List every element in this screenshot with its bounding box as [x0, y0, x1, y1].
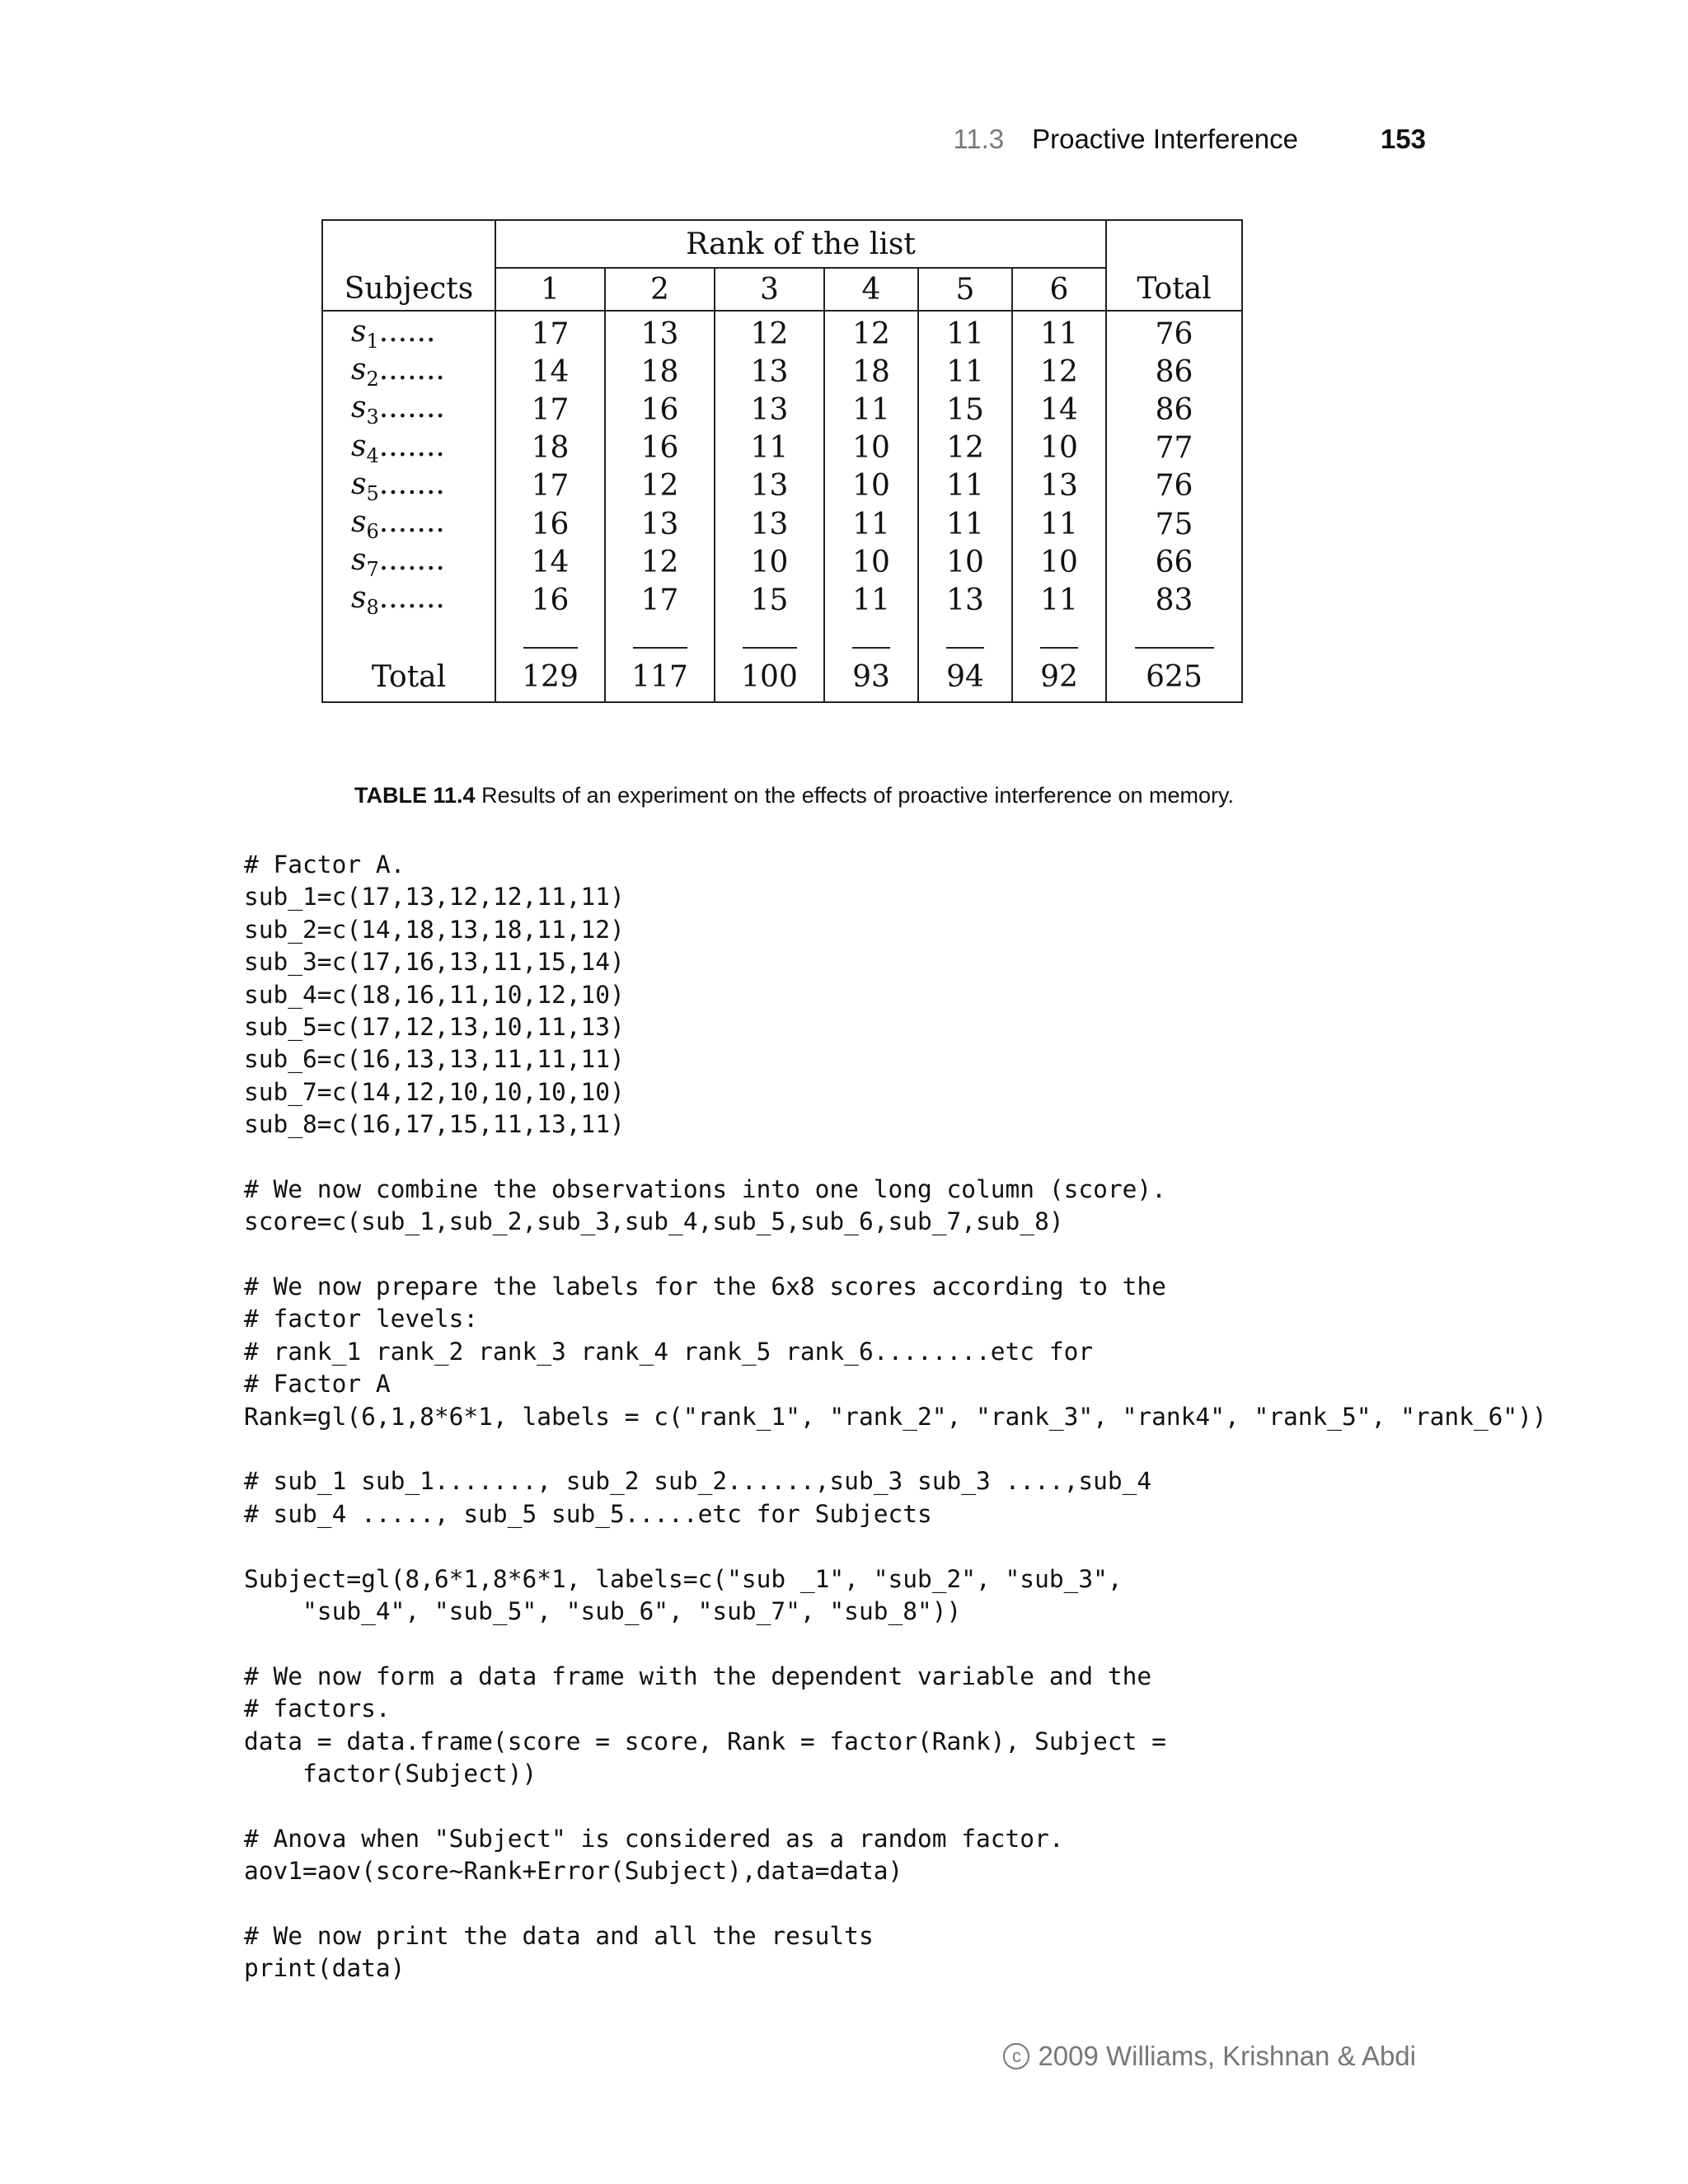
code-line: score=c(sub_1,sub_2,sub_3,sub_4,sub_5,sub_6,sub_7,sub_8)	[244, 1207, 1064, 1236]
score-cell: 11	[715, 429, 824, 467]
code-line	[244, 1433, 1547, 1465]
score-cell: 10	[715, 543, 824, 581]
subject-letter: s	[351, 504, 367, 539]
code-line: sub_7=c(14,12,10,10,10,10)	[244, 1077, 625, 1106]
code-line: # factor levels:	[244, 1305, 479, 1333]
copyright-icon: c	[1003, 2043, 1029, 2069]
subject-letter: s	[351, 353, 367, 387]
score-cell: 18	[605, 353, 715, 391]
subject-label	[322, 505, 495, 543]
subject-label	[322, 311, 495, 353]
score-cell: 12	[824, 311, 918, 353]
score-cell: 13	[715, 467, 824, 505]
score-cell: 10	[824, 429, 918, 467]
code-line: # Factor A.	[244, 851, 406, 879]
page-number: 153	[1380, 124, 1426, 154]
subject-label	[322, 391, 495, 429]
results-table-container	[321, 219, 1243, 703]
score-cell: 10	[918, 543, 1012, 581]
row-total-cell: 66	[1106, 543, 1242, 581]
subject-letter: s	[351, 315, 367, 349]
sum-rule	[852, 647, 890, 649]
subject-leader-dots: .......	[378, 466, 445, 501]
code-line: sub_3=c(17,16,13,11,15,14)	[244, 948, 625, 977]
code-line: sub_6=c(16,13,13,11,11,11)	[244, 1045, 625, 1074]
subject-label	[322, 581, 495, 619]
score-cell: 11	[1012, 311, 1106, 353]
sum-rule	[1135, 647, 1214, 649]
section-title: Proactive Interference	[1032, 124, 1298, 154]
subject-letter: s	[351, 543, 367, 578]
table-row	[322, 543, 1242, 581]
row-total-cell: 75	[1106, 505, 1242, 543]
subject-leader-dots: .......	[378, 391, 445, 425]
subject-index: 3	[366, 405, 379, 429]
table-row	[322, 353, 1242, 391]
score-cell: 10	[1012, 429, 1106, 467]
table-sum-separator-row	[322, 620, 1242, 654]
code-line	[244, 1790, 1547, 1822]
table-column-header-row	[322, 268, 1242, 311]
score-cell: 11	[824, 391, 918, 429]
code-line	[244, 1141, 1547, 1174]
score-cell: 12	[605, 467, 715, 505]
section-number: 11.3	[953, 124, 1005, 154]
row-total-cell: 76	[1106, 311, 1242, 353]
subject-label	[322, 429, 495, 467]
code-line: # rank_1 rank_2 rank_3 rank_4 rank_5 rank_6........etc for	[244, 1337, 1094, 1366]
score-cell: 10	[824, 543, 918, 581]
row-total-cell: 83	[1106, 581, 1242, 619]
table-row	[322, 505, 1242, 543]
subject-leader-dots: .......	[378, 429, 445, 463]
subject-index: 5	[366, 481, 379, 505]
sum-rule	[946, 647, 984, 649]
score-cell: 15	[715, 581, 824, 619]
r-code-listing	[244, 849, 1547, 1985]
table-group-header-row	[322, 220, 1242, 268]
score-cell: 12	[918, 429, 1012, 467]
table-row	[322, 581, 1242, 619]
subject-label	[322, 353, 495, 391]
score-cell: 13	[918, 581, 1012, 619]
column-total: 100	[715, 654, 824, 702]
sum-rule	[743, 647, 797, 649]
code-line: # Factor A	[244, 1370, 391, 1399]
subject-index: 2	[366, 368, 379, 391]
subject-leader-dots: ......	[378, 315, 436, 349]
score-cell: 18	[495, 429, 605, 467]
copyright-text: 2009 Williams, Krishnan & Abdi	[1038, 2041, 1416, 2071]
code-line: # We now print the data and all the results	[244, 1921, 874, 1950]
sum-rule	[523, 647, 578, 649]
score-cell: 14	[495, 543, 605, 581]
table-body	[322, 311, 1242, 620]
score-cell: 14	[1012, 391, 1106, 429]
score-cell: 13	[605, 311, 715, 353]
subject-letter: s	[351, 466, 367, 501]
table-total-row	[322, 654, 1242, 702]
score-cell: 17	[495, 391, 605, 429]
table-caption	[354, 783, 1234, 808]
subject-index: 6	[366, 520, 379, 544]
column-total: 94	[918, 654, 1012, 702]
rank-header: 1	[495, 268, 605, 311]
caption-label: TABLE 11.4	[354, 783, 476, 808]
score-cell: 13	[715, 505, 824, 543]
column-total: 92	[1012, 654, 1106, 702]
score-cell: 11	[918, 353, 1012, 391]
score-cell: 11	[1012, 505, 1106, 543]
row-total-cell: 76	[1106, 467, 1242, 505]
code-line: sub_1=c(17,13,12,12,11,11)	[244, 883, 625, 912]
score-cell: 11	[918, 467, 1012, 505]
row-total-cell: 86	[1106, 353, 1242, 391]
score-cell: 14	[495, 353, 605, 391]
score-cell: 16	[495, 505, 605, 543]
code-line	[244, 1888, 1547, 1920]
code-line: # We now form a data frame with the dependent variable and the	[244, 1661, 1152, 1690]
score-cell: 17	[495, 311, 605, 353]
subject-label	[322, 467, 495, 505]
code-line: "sub_4", "sub_5", "sub_6", "sub_7", "sub_8"))	[244, 1596, 962, 1625]
sum-rule	[633, 647, 687, 649]
code-line: factor(Subject))	[244, 1759, 537, 1788]
code-line: aov1=aov(score~Rank+Error(Subject),data=data)	[244, 1857, 903, 1886]
score-cell: 16	[495, 581, 605, 619]
results-table	[321, 219, 1243, 703]
code-line: sub_2=c(14,18,13,18,11,12)	[244, 915, 625, 944]
column-total: 93	[824, 654, 918, 702]
subject-index: 4	[366, 443, 379, 467]
running-header	[953, 124, 1426, 155]
rank-header: 2	[605, 268, 715, 311]
subject-leader-dots: .......	[378, 504, 445, 539]
column-total: 129	[495, 654, 605, 702]
score-cell: 17	[605, 581, 715, 619]
rank-group-header: Rank of the list	[495, 220, 1106, 268]
score-cell: 10	[1012, 543, 1106, 581]
code-line	[244, 1530, 1547, 1563]
score-cell: 11	[824, 581, 918, 619]
score-cell: 11	[824, 505, 918, 543]
code-line: Subject=gl(8,6*1,8*6*1, labels=c("sub _1", "sub_2", "sub_3",	[244, 1564, 1123, 1593]
row-total-cell: 86	[1106, 391, 1242, 429]
subject-index: 7	[366, 558, 379, 582]
sum-rule	[1040, 647, 1078, 649]
subject-leader-dots: .......	[378, 543, 445, 578]
row-total-cell: 77	[1106, 429, 1242, 467]
subject-letter: s	[351, 581, 367, 616]
total-row-label: Total	[322, 654, 495, 702]
score-cell: 16	[605, 429, 715, 467]
score-cell: 15	[918, 391, 1012, 429]
score-cell: 11	[918, 311, 1012, 353]
code-line: sub_8=c(16,17,15,11,13,11)	[244, 1110, 625, 1139]
subject-letter: s	[351, 429, 367, 463]
score-cell: 12	[715, 311, 824, 353]
caption-text: Results of an experiment on the effects of proactive interference on memory.	[481, 783, 1235, 808]
grand-total: 625	[1106, 654, 1242, 702]
subject-index: 8	[366, 596, 379, 620]
score-cell: 10	[824, 467, 918, 505]
code-line	[244, 1239, 1547, 1271]
subject-index: 1	[366, 330, 379, 354]
rank-header: 6	[1012, 268, 1106, 311]
score-cell: 12	[605, 543, 715, 581]
score-cell: 11	[1012, 581, 1106, 619]
subject-label	[322, 543, 495, 581]
score-cell: 13	[715, 353, 824, 391]
code-line: # Anova when "Subject" is considered as a random factor.	[244, 1824, 1064, 1853]
score-cell: 13	[605, 505, 715, 543]
subject-leader-dots: .......	[378, 581, 445, 616]
rank-header: 3	[715, 268, 824, 311]
score-cell: 13	[715, 391, 824, 429]
score-cell: 16	[605, 391, 715, 429]
rank-header: 4	[824, 268, 918, 311]
code-line: sub_4=c(18,16,11,10,12,10)	[244, 980, 625, 1009]
code-line: sub_5=c(17,12,13,10,11,13)	[244, 1012, 625, 1041]
score-cell: 17	[495, 467, 605, 505]
table-row	[322, 391, 1242, 429]
subjects-header: Subjects	[322, 268, 495, 311]
subject-letter: s	[351, 391, 367, 425]
code-line: # factors.	[244, 1694, 391, 1723]
code-line: # We now prepare the labels for the 6x8 scores according to the	[244, 1272, 1166, 1301]
code-line: # We now combine the observations into one long column (score).	[244, 1174, 1166, 1203]
score-cell: 18	[824, 353, 918, 391]
code-line: data = data.frame(score = score, Rank = factor(Rank), Subject =	[244, 1727, 1166, 1755]
code-line	[244, 1628, 1547, 1660]
code-line: # sub_1 sub_1......., sub_2 sub_2......,sub_3 sub_3 ....,sub_4	[244, 1467, 1152, 1496]
code-line: print(data)	[244, 1954, 406, 1983]
table-row	[322, 311, 1242, 353]
score-cell: 12	[1012, 353, 1106, 391]
code-line: Rank=gl(6,1,8*6*1, labels = c("rank_1", "rank_2", "rank_3", "rank4", "rank_5", "rank_6"))	[244, 1402, 1547, 1431]
column-total: 117	[605, 654, 715, 702]
score-cell: 13	[1012, 467, 1106, 505]
score-cell: 11	[918, 505, 1012, 543]
code-line: # sub_4 ....., sub_5 sub_5.....etc for Subjects	[244, 1499, 932, 1528]
copyright-footer	[1003, 2041, 1416, 2072]
table-row	[322, 429, 1242, 467]
subject-leader-dots: .......	[378, 353, 445, 387]
total-header: Total	[1106, 268, 1242, 311]
rank-header: 5	[918, 268, 1012, 311]
table-row	[322, 467, 1242, 505]
